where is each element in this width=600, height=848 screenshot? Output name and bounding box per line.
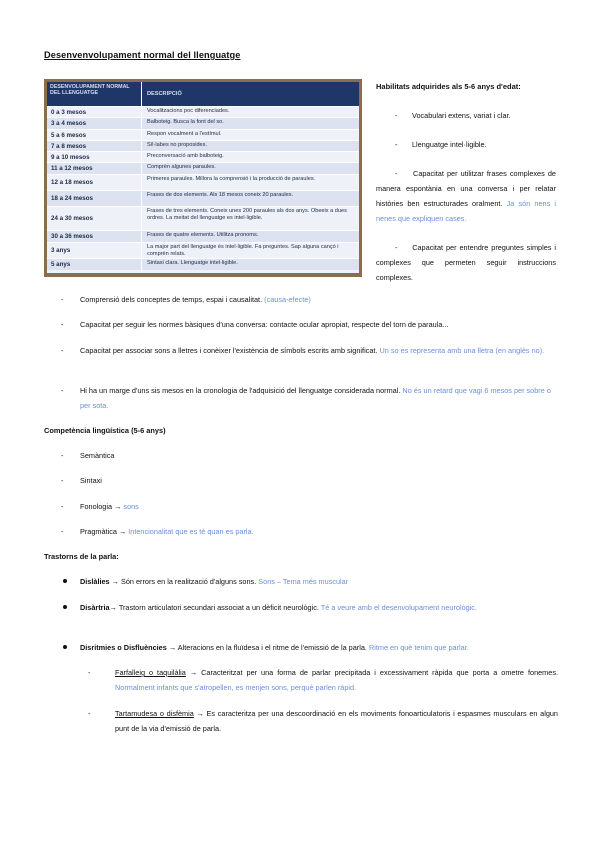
table-row bbox=[47, 129, 359, 140]
arrow-icon: → bbox=[118, 527, 127, 536]
table-row bbox=[47, 140, 359, 151]
table-cell-age: 3 anys bbox=[51, 247, 71, 254]
table-cell-age: 18 a 24 mesos bbox=[51, 195, 93, 202]
table-cell-age: 5 a 6 mesos bbox=[51, 131, 87, 139]
table-cell-description: Preconversació amb balboteig. bbox=[147, 153, 224, 159]
table-cell-description: Síl·labes no proposides. bbox=[147, 142, 208, 148]
table-row bbox=[47, 117, 359, 129]
table-column-divider bbox=[141, 82, 142, 273]
table-row bbox=[47, 230, 359, 242]
section-title-disorders: Trastorns de la parla: bbox=[44, 552, 119, 561]
table-cell-description: Frases de dos elements. Als 18 mesos coneix 20 paraules. bbox=[147, 192, 294, 198]
skill-item: - Llenguatge intel·ligible. bbox=[395, 140, 487, 149]
skill-item: - Vocabulari extens, variat i clar. bbox=[395, 111, 511, 120]
table-cell-age: 5 anys bbox=[51, 261, 71, 268]
bullet-icon bbox=[63, 645, 67, 649]
table-cell-description: Comprèn algunes paraules. bbox=[147, 164, 216, 170]
skill-item: - Capacitat per utilitzar frases complexes de manera espontània en una conversa i per relatar històries ben estructurades oralment. Ja són nens i nenes que expliquen cases. bbox=[376, 169, 557, 223]
arrow-icon: → bbox=[114, 502, 122, 511]
table-header bbox=[47, 82, 359, 106]
table-cell-age: 3 a 4 mesos bbox=[51, 120, 87, 127]
arrow-icon: → bbox=[168, 643, 177, 652]
table-cell-description: Respon vocalment a l'estímul. bbox=[147, 131, 222, 137]
table-cell-description: La major part del llenguatge és intel·ligible. Fa preguntes. Sap alguna cançó i comprèn relats. bbox=[147, 244, 339, 257]
table-row bbox=[47, 258, 359, 270]
table-cell-description: Frases de quatre elements. Utilitza pronoms. bbox=[147, 232, 259, 238]
skill-note: Ja són nens i nenes que expliquen cases. bbox=[376, 199, 557, 223]
page-title: Desenvenvolupament normal del llenguatge bbox=[44, 50, 241, 60]
table-row bbox=[47, 242, 359, 258]
table-row bbox=[47, 206, 359, 230]
table-cell-age: 0 a 3 mesos bbox=[51, 108, 87, 116]
section-title-competence: Competència lingüística (5-6 anys) bbox=[44, 426, 166, 435]
table-cell-description: Sintaxi clara. Llenguatge intel·ligible. bbox=[147, 260, 238, 266]
table-cell-description: Balboteig. Busca la font del so. bbox=[147, 119, 224, 125]
skill-item: - Capacitat per entendre preguntes simples i complexes que permeten seguir instruccions complexes. bbox=[376, 243, 556, 282]
table-header-description: DESCRIPCIÓ bbox=[147, 91, 182, 97]
table-cell-age: 30 a 36 mesos bbox=[51, 233, 93, 240]
arrow-icon: → bbox=[189, 668, 198, 677]
table-header-age: DESENVOLUPAMENT NORMAL DEL LLENGUATGE bbox=[50, 84, 130, 97]
bullet-icon bbox=[63, 605, 67, 609]
table-row bbox=[47, 106, 359, 117]
arrow-icon: → bbox=[111, 577, 119, 586]
table-cell-age: 7 a 8 mesos bbox=[51, 142, 87, 150]
table-cell-age: 24 a 30 mesos bbox=[51, 215, 93, 222]
bullet-icon bbox=[63, 579, 67, 583]
table-cell-age: 9 a 10 mesos bbox=[51, 153, 90, 161]
table-row bbox=[47, 190, 359, 206]
skills-column bbox=[376, 79, 556, 285]
table-cell-description: Frases de tres elements. Coneix unes 200 paraules als dos anys. Obeeix a dues ordres. La meitat del llenguatge es intel·ligible. bbox=[147, 208, 347, 221]
table-cell-age: 12 a 18 mesos bbox=[51, 179, 93, 186]
skills-title: Habilitats adquirides als 5-6 anys d'edat: bbox=[376, 82, 521, 91]
table-cell-age: 11 a 12 mesos bbox=[51, 165, 93, 172]
table-cell-description: Vocalitzacions poc diferenciades. bbox=[147, 108, 230, 114]
arrow-icon: → bbox=[196, 709, 204, 718]
arrow-icon: → bbox=[109, 603, 117, 612]
table-cell-description: Primeres paraules. Millora la comprensió i la producció de paraules. bbox=[147, 176, 316, 182]
table-row bbox=[47, 174, 359, 190]
development-table bbox=[44, 79, 362, 277]
table-row bbox=[47, 162, 359, 174]
table-row bbox=[47, 151, 359, 162]
